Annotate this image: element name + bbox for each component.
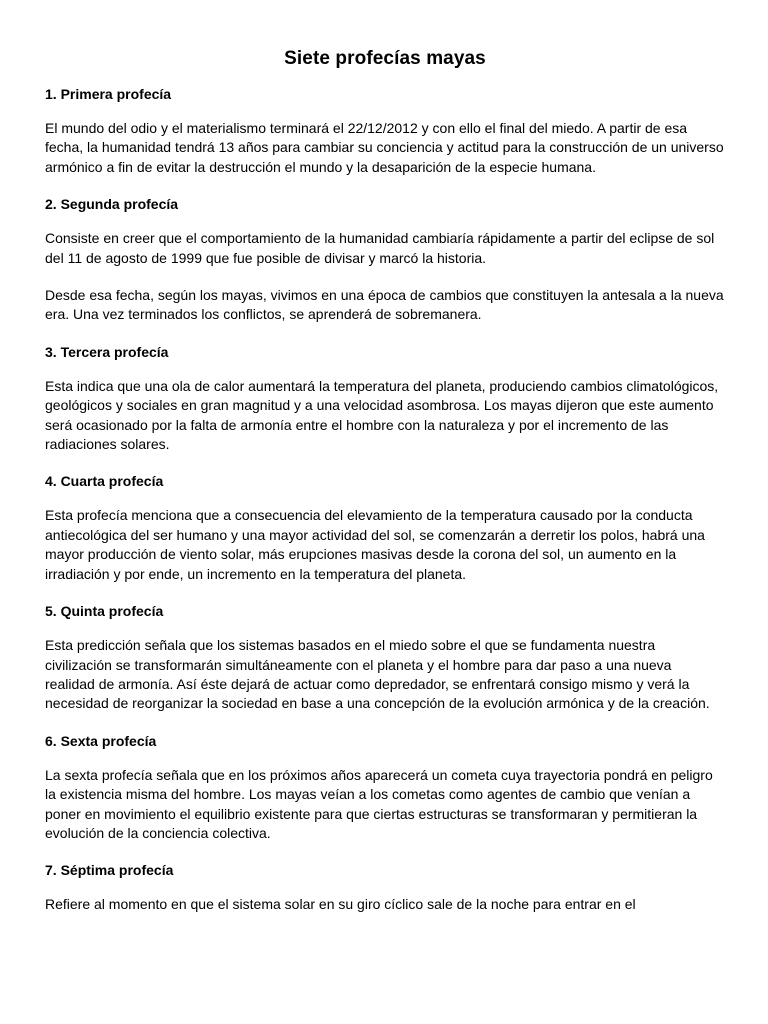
section-heading: 6. Sexta profecía: [45, 732, 157, 749]
section-paragraph: Desde esa fecha, según los mayas, vivimos en una época de cambios que constituyen la antesala a la nueva era. Una vez terminados los conflictos, se aprenderá de sobremanera.: [45, 287, 724, 323]
section-6: [45, 732, 725, 844]
section-paragraph: El mundo del odio y el materialismo terminará el 22/12/2012 y con ello el final del miedo. A partir de esa fecha, la humanidad tendrá 13 años para cambiar su conciencia y actitud para la construcción de un universo armónico a fin de evitar la destrucción el mundo y la desaparición de la especie humana.: [45, 120, 724, 175]
section-paragraph: Refiere al momento en que el sistema solar en su giro cíclico sale de la noche para entrar en el: [45, 896, 636, 913]
section-heading: 5. Quinta profecía: [45, 603, 164, 620]
section-5: [45, 602, 725, 714]
section-paragraph: Esta indica que una ola de calor aumentará la temperatura del planeta, produciendo cambios climatológicos, geológicos y sociales en gran magnitud y a una velocidad asombrosa. Los mayas dijeron que este aumento será ocasionado por la falta de armonía entre el hombre con la naturaleza y por el incremento de las radiaciones solares.: [45, 377, 719, 453]
section-paragraph: La sexta profecía señala que en los próximos años aparecerá un cometa cuya trayectoria pondrá en peligro la existencia misma del hombre. Los mayas veían a los cometas como agentes de cambio que venían a poner en movimiento el equilibrio existente para que ciertas estructuras se transformaran y permitieran la evolución de la conciencia colectiva.: [45, 766, 713, 841]
section-heading: 4. Cuarta profecía: [45, 473, 164, 490]
section-paragraph: Esta predicción señala que los sistemas basados en el miedo sobre el que se fundamenta nuestra civilización se transformarán simultáneamente con el planeta y el hombre para dar paso a una nueva realidad de armonía. Así éste dejará de actuar como depredador, se enfrentará consigo mismo y verá la necesidad de reorganizar la sociedad en base a una concepción de la evolución armónica y de la creación.: [45, 637, 710, 712]
section-2: [45, 195, 725, 325]
section-heading: 1. Primera profecía: [45, 86, 172, 102]
document-page: [45, 48, 725, 933]
section-heading: 3. Tercera profecía: [45, 343, 169, 360]
section-paragraph: Esta profecía menciona que a consecuencia del elevamiento de la temperatura causado por la conducta antiecológica del ser humano y una mayor actividad del sol, se comenzarán a derretir los polos, habrá una mayor producción de viento solar, más erupciones masivas desde la corona del sol, un aumento en la irradiación y por ende, un incremento en la temperatura del planeta.: [45, 507, 705, 582]
section-3: [45, 343, 725, 455]
document-title: Siete profecías mayas: [284, 48, 486, 69]
section-4: [45, 472, 725, 584]
section-7: [45, 861, 725, 914]
section-heading: 2. Segunda profecía: [45, 196, 179, 213]
section-1: [45, 85, 725, 177]
section-heading: 7. Séptima profecía: [45, 862, 174, 879]
section-paragraph: Consiste en creer que el comportamiento de la humanidad cambiaría rápidamente a partir del eclipse de sol del 11 de agosto de 1999 que fue posible de divisar y marcó la historia.: [45, 230, 715, 266]
